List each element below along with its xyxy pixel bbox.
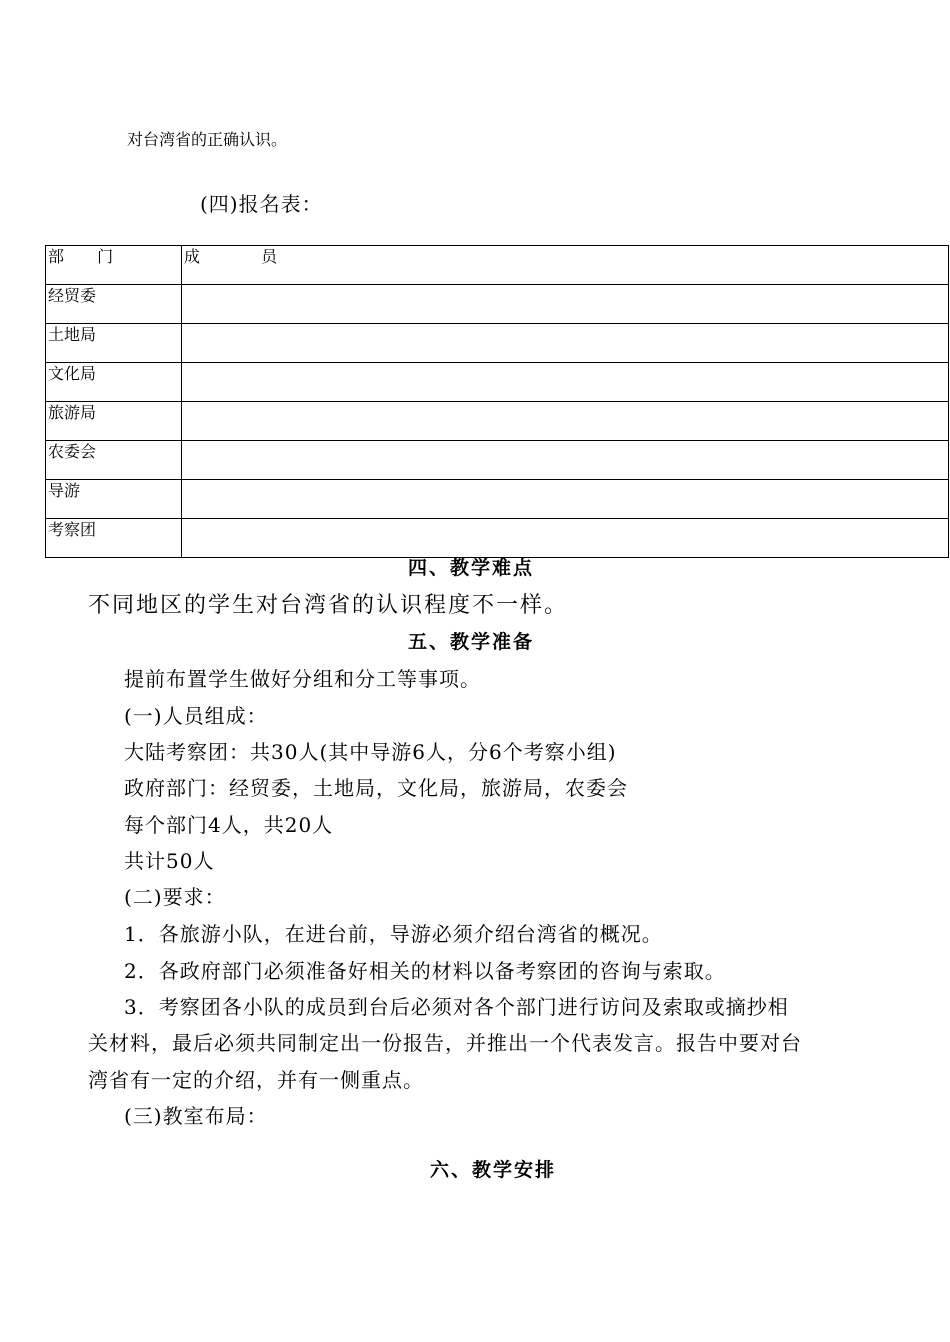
dept-cell: 经贸委	[46, 285, 182, 324]
prep-line: (三)教室布局：	[124, 1104, 268, 1128]
table-row	[46, 441, 949, 480]
prep-line: 提前布置学生做好分组和分工等事项。	[124, 667, 481, 691]
table-row	[46, 285, 949, 324]
dept-cell: 农委会	[46, 441, 182, 480]
prep-line: 共计50人	[124, 849, 215, 873]
section5-title: 五、教学准备	[408, 631, 535, 653]
dept-cell: 旅游局	[46, 402, 182, 441]
prep-line: 关材料，最后必须共同制定出一份报告，并推出一个代表发言。报告中要对台	[88, 1031, 802, 1055]
prep-line: 湾省有一定的介绍，并有一侧重点。	[88, 1068, 424, 1092]
members-cell	[182, 402, 949, 441]
prep-line: 政府部门：经贸委，土地局，文化局，旅游局，农委会	[124, 776, 628, 800]
header-dept: 部 门	[46, 246, 182, 285]
header-members: 成 员	[182, 246, 949, 285]
members-cell	[182, 519, 949, 558]
table-row	[46, 480, 949, 519]
form-heading: (四)报名表：	[200, 192, 323, 216]
prep-line: 3．考察团各小队的成员到台后必须对各个部门进行访问及索取或摘抄相	[124, 995, 789, 1019]
table-row	[46, 519, 949, 558]
section4-body: 不同地区的学生对台湾省的认识程度不一样。	[88, 593, 569, 618]
intro-line: 对台湾省的正确认识。	[127, 130, 288, 149]
prep-line: 每个部门4人，共20人	[124, 813, 334, 837]
prep-line: 1．各旅游小队，在进台前，导游必须介绍台湾省的概况。	[124, 922, 663, 946]
dept-cell: 考察团	[46, 519, 182, 558]
members-cell	[182, 480, 949, 519]
prep-line: 2．各政府部门必须准备好相关的材料以备考察团的咨询与索取。	[124, 959, 726, 983]
dept-cell: 土地局	[46, 324, 182, 363]
prep-line: (二)要求：	[124, 885, 226, 909]
table-row	[46, 402, 949, 441]
table-header-row	[46, 246, 949, 285]
members-cell	[182, 441, 949, 480]
dept-cell: 文化局	[46, 363, 182, 402]
prep-line: (一)人员组成：	[124, 704, 268, 728]
section6-title: 六、教学安排	[430, 1159, 557, 1181]
members-cell	[182, 285, 949, 324]
table-row	[46, 363, 949, 402]
members-cell	[182, 324, 949, 363]
section4-title: 四、教学难点	[408, 557, 535, 579]
table-row	[46, 324, 949, 363]
prep-line: 大陆考察团：共30人(其中导游6人，分6个考察小组)	[124, 740, 617, 764]
registration-table	[45, 245, 949, 558]
members-cell	[182, 363, 949, 402]
dept-cell: 导游	[46, 480, 182, 519]
